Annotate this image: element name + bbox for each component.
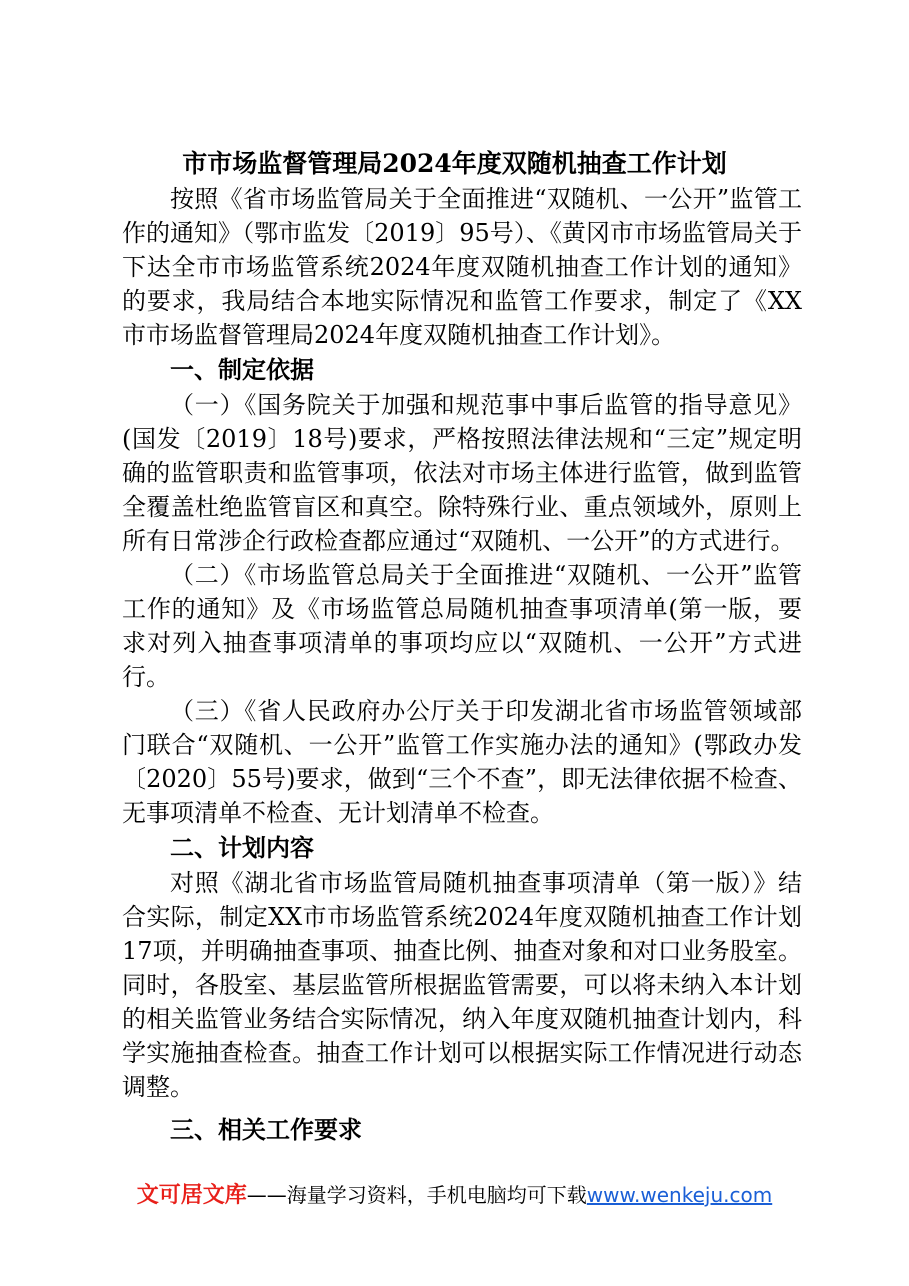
footer-brand: 文可居文库 <box>136 1183 247 1208</box>
plan-paragraph: 对照《湖北省市场监管局随机抽查事项清单（第一版）》结合实际，制定XX市市场监管系统2024年度双随机抽查工作计划17项，并明确抽查事项、抽查比例、抽查对象和对口业务股室。同时，各股室、基层监管所根据监管需要，可以将未纳入本计划的相关监管业务结合实际情况，纳入年度双随机抽查计划内，科学实施抽查检查。抽查工作计划可以根据实际工作情况进行动态调整。 <box>122 869 802 1101</box>
section-heading-requirements: 三、相关工作要求 <box>170 1115 362 1144</box>
document-body <box>122 182 802 1148</box>
basis-paragraph-1: （一）《国务院关于加强和规范事中事后监管的指导意见》(国发〔2019〕18号)要求，严格按照法律法规和“三定”规定明确的监管职责和监管事项，依法对市场主体进行监管，做到监管全覆盖杜绝监管盲区和真空。除特殊行业、重点领域外，原则上所有日常涉企行政检查都应通过“双随机、一公开”的方式进行。 <box>122 391 802 555</box>
footer-tagline: ——海量学习资料，手机电脑均可下载 <box>246 1183 587 1207</box>
footer-watermark <box>0 1180 909 1211</box>
footer-url-link[interactable]: www.wenkeju.com <box>586 1183 773 1207</box>
basis-paragraph-3: （三）《省人民政府办公厅关于印发湖北省市场监管领域部门联合“双随机、一公开”监管工作实施办法的通知》(鄂政办发〔2020〕55号)要求，做到“三个不查”，即无法律依据不检查、无事项清单不检查、无计划清单不检查。 <box>122 697 802 827</box>
section-heading-basis: 一、制定依据 <box>170 355 314 384</box>
section-heading-plan: 二、计划内容 <box>170 833 314 862</box>
basis-paragraph-2: （二）《市场监管总局关于全面推进“双随机、一公开”监管工作的通知》及《市场监管总局随机抽查事项清单(第一版，要求对列入抽查事项清单的事项均应以“双随机、一公开”方式进行。 <box>122 561 802 691</box>
intro-paragraph: 按照《省市场监管局关于全面推进“双随机、一公开”监管工作的通知》（鄂市监发〔2019〕95号）、《黄冈市市场监管局关于下达全市市场监管系统2024年度双随机抽查工作计划的通知》的要求，我局结合本地实际情况和监管工作要求，制定了《XX市市场监督管理局2024年度双随机抽查工作计划》。 <box>122 185 802 349</box>
document-title: 市市场监督管理局2024年度双随机抽查工作计划 <box>182 149 727 178</box>
